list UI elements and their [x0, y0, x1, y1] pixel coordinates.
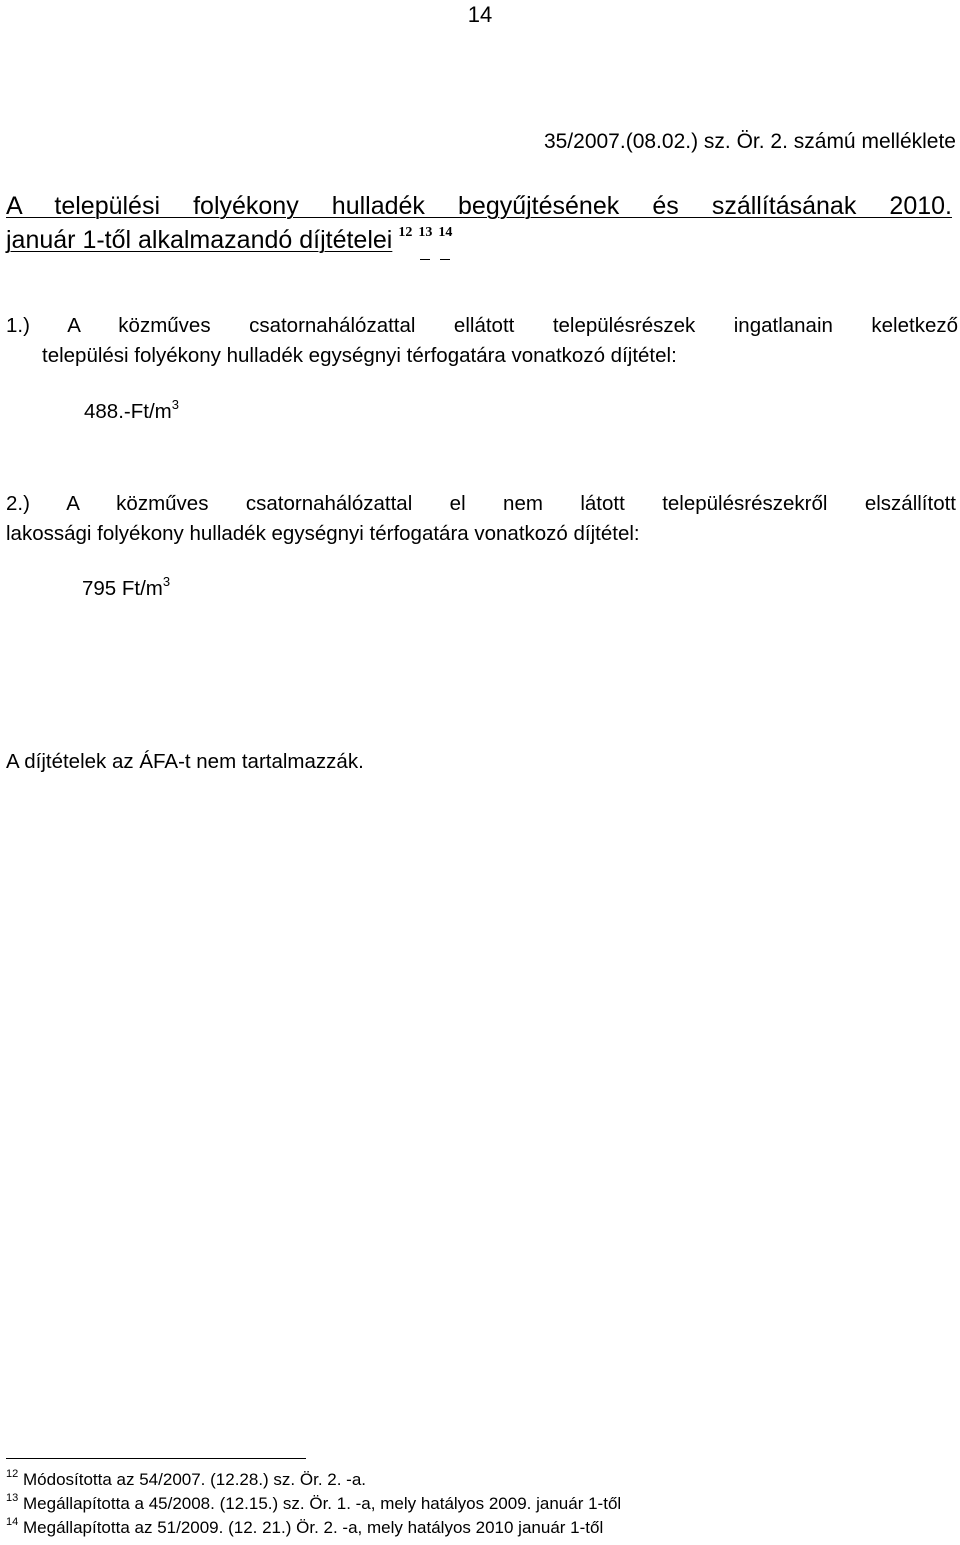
footnote-text: Megállapította az 51/2009. (12. 21.) Ör. 2. -a, mely hatályos 2010 január 1-től — [23, 1518, 604, 1537]
footnotes — [6, 1468, 621, 1540]
fee-item-2-line-2: lakossági folyékony hulladék egységnyi térfogatára vonatkozó díjtétel: — [6, 522, 640, 545]
footnote-text: Megállapította a 45/2008. (12.15.) sz. Ör. 1. -a, mely hatályos 2009. január 1-től — [23, 1494, 622, 1513]
fee-item-1-value — [84, 397, 179, 424]
page-number: 14 — [467, 2, 493, 27]
footnote-text: Módosította az 54/2007. (12.28.) sz. Ör. 2. -a. — [23, 1470, 367, 1489]
footnote-separator — [6, 1458, 306, 1459]
fee-item-2 — [6, 489, 956, 549]
title-line-1: A települési folyékony hulladék begyűjtésének és szállításának 2010. — [6, 192, 952, 220]
document-title — [6, 189, 952, 257]
title-line-2: január 1-től alkalmazandó díjtételei 12 13 14 — [6, 225, 453, 254]
fee-item-2-value — [82, 574, 171, 601]
title-line-2-text: január 1-től alkalmazandó díjtételei — [6, 226, 393, 254]
vat-note: A díjtételek az ÁFA-t nem tartalmazzák. — [6, 750, 364, 773]
fee-item-1 — [6, 311, 958, 371]
fee-item-2-line-1: 2.) A közműves csatornahálózattal el nem látott településrészekről elszállított — [6, 492, 956, 515]
fee-item-1-exponent: 3 — [171, 397, 179, 412]
fee-item-1-line-1: 1.) A közműves csatornahálózattal ellátott településrészek ingatlanain keletkező — [6, 314, 958, 337]
footnote-14: 14 Megállapította az 51/2009. (12. 21.) Ör. 2. -a, mely hatályos 2010 január 1-től — [6, 1516, 604, 1537]
annex-reference: 35/2007.(08.02.) sz. Ör. 2. számú melléklete — [543, 130, 956, 153]
fee-item-2-exponent: 3 — [162, 574, 171, 589]
fee-item-1-line-2: települési folyékony hulladék egységnyi térfogatára vonatkozó díjtétel: — [42, 344, 677, 367]
footnote-13: 13 Megállapította a 45/2008. (12.15.) sz. Ör. 1. -a, mely hatályos 2009. január 1-től — [6, 1492, 622, 1513]
footnote-12: 12 Módosította az 54/2007. (12.28.) sz. Ör. 2. -a. — [6, 1468, 367, 1489]
fee-item-1-amount: 488.-Ft/m — [84, 400, 172, 423]
fee-item-2-amount: 795 Ft/m — [82, 577, 163, 600]
